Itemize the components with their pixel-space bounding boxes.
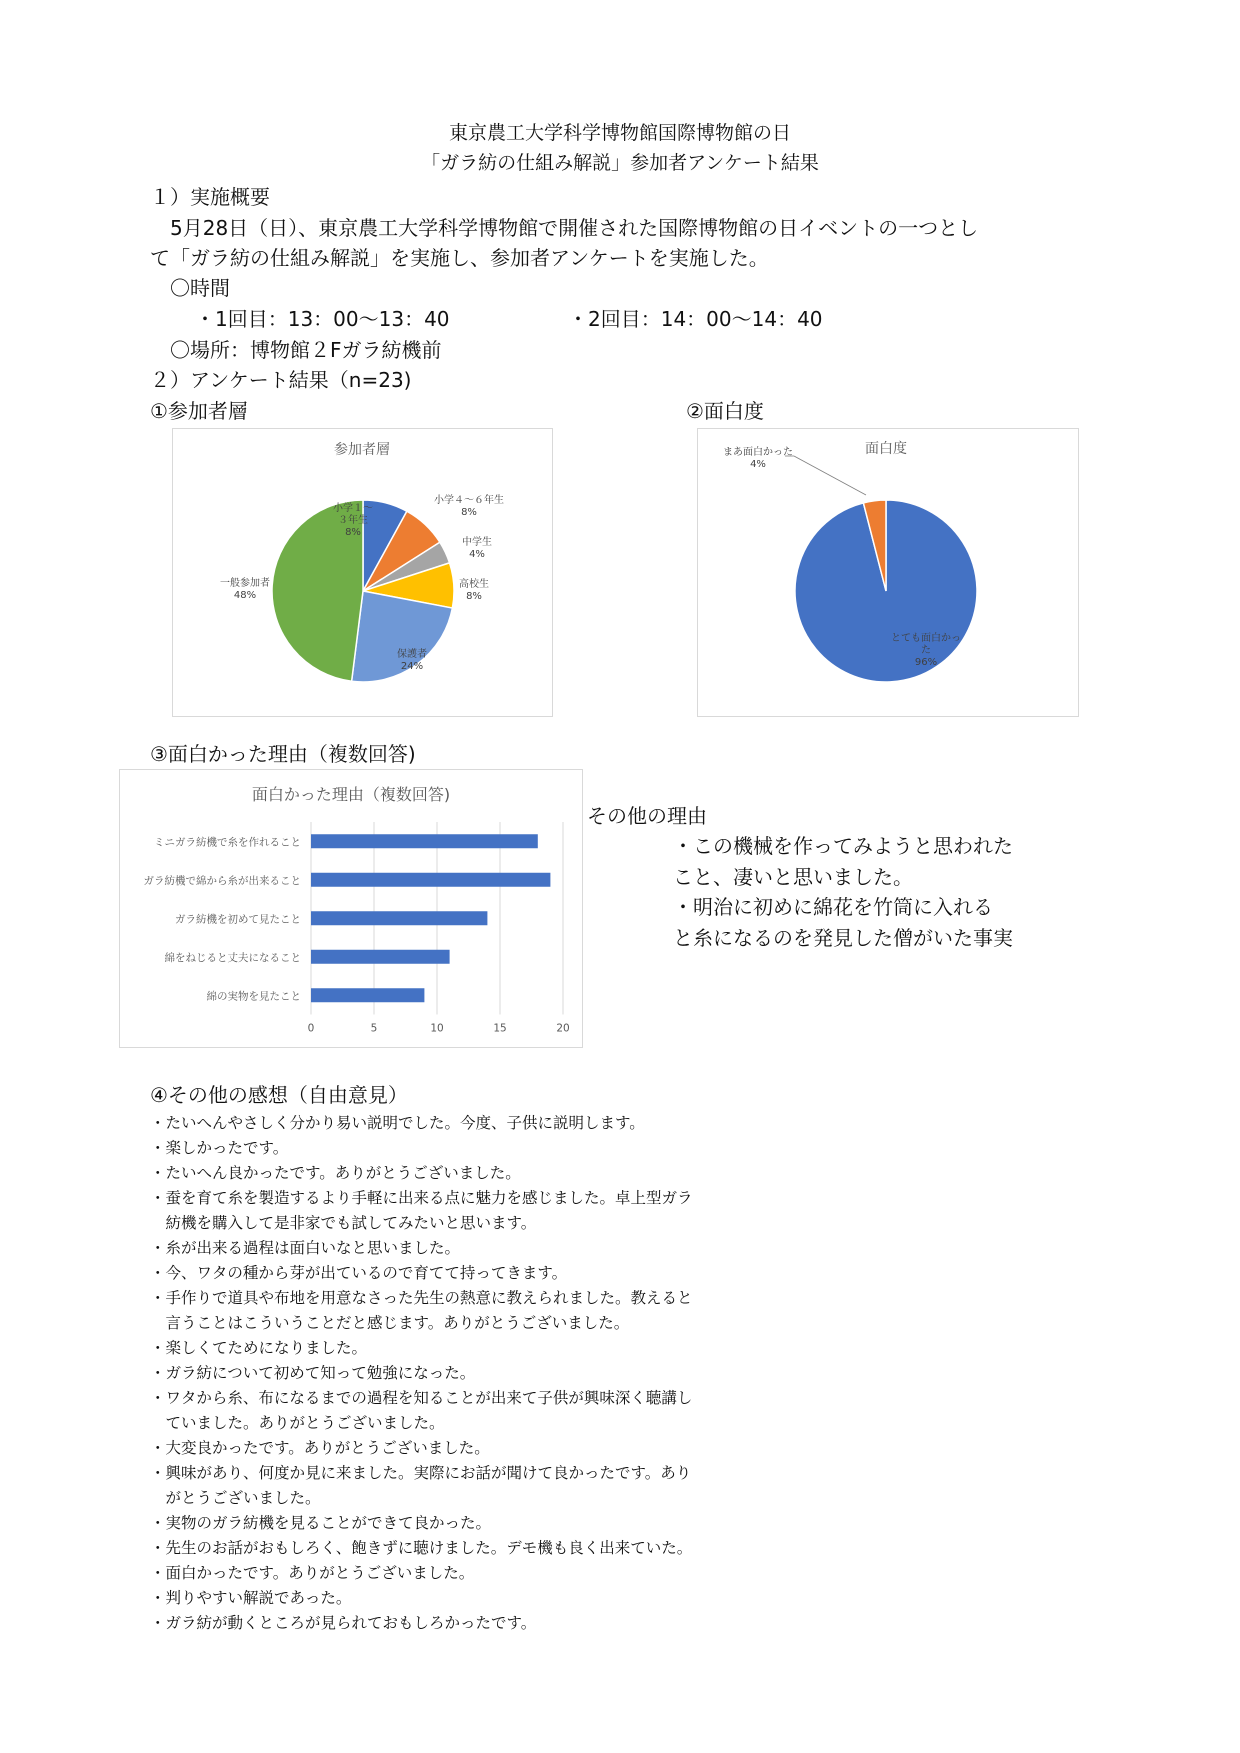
section1-paragraph-line2: て「ガラ紡の仕組み解説」を実施し、参加者アンケートを実施した。 [150, 246, 769, 270]
place-line: 〇場所：博物館２Fガラ紡機前 [170, 338, 442, 362]
x-tick-label: 15 [493, 1022, 507, 1035]
comment-line: ・たいへんやさしく分かり易い説明でした。今度、子供に説明します。 [150, 1114, 645, 1132]
participants-slice-label-5: 一般参加者 48% [220, 578, 270, 601]
category-label-4: 綿の実物を見たこと [206, 990, 301, 1003]
comment-line: ていました。ありがとうございました。 [150, 1414, 445, 1432]
time-heading: 〇時間 [170, 276, 230, 300]
comment-line: 紡機を購入して是非家でも試してみたいと思います。 [150, 1214, 537, 1232]
comment-line: 言うことはこういうことだと感じます。ありがとうございました。 [150, 1314, 630, 1332]
leader-line-small-slice-2 [794, 456, 866, 495]
satisfaction-slice-label-0: とても面白かった 96% [891, 633, 961, 668]
section1-paragraph-line1: 5月28日（日）、東京農工大学科学博物館で開催された国際博物館の日イベントの一つとし [170, 216, 979, 240]
comment-line: ・ガラ紡が動くところが見られておもしろかったです。 [150, 1614, 537, 1632]
other-reason-line: ・明治に初めに綿花を竹筒に入れる [673, 895, 993, 919]
other-reasons-heading: その他の理由 [587, 804, 707, 828]
comment-line: ・面白かったです。ありがとうございました。 [150, 1564, 475, 1582]
satisfaction-chart [697, 428, 1079, 717]
category-label-1: ガラ紡機で綿から糸が出来ること [143, 874, 301, 887]
participants-slice-label-0: 小学１〜３年生 8% [333, 503, 373, 538]
bar-2 [311, 911, 487, 925]
x-tick-label: 0 [307, 1022, 315, 1035]
participants-slice-label-4: 保護者 24% [397, 649, 427, 672]
document-title-line1: 東京農工大学科学博物館国際博物館の日 [448, 122, 791, 144]
other-reason-line: ・この機械を作ってみようと思われた [673, 834, 1013, 858]
category-label-0: ミニガラ紡機で糸を作れること [154, 836, 301, 849]
satisfaction-slice-label-1: まあ面白かった 4% [723, 447, 793, 470]
bar-4 [311, 988, 424, 1002]
section1-heading: １）実施概要 [150, 185, 270, 209]
q4-heading: ④その他の感想（自由意見） [150, 1083, 408, 1107]
participants-pie-svg [173, 429, 552, 716]
comment-line: ・蚕を育て糸を製造するより手軽に出来る点に魅力を感じました。卓上型ガラ [150, 1189, 693, 1207]
comment-line: ・判りやすい解説であった。 [150, 1589, 352, 1607]
q3-heading: ③面白かった理由（複数回答) [150, 742, 416, 766]
reasons-bar-chart [119, 769, 583, 1048]
comment-line: ・楽しかったです。 [150, 1139, 289, 1157]
x-tick-label: 20 [556, 1022, 570, 1035]
participants-chart-title: 参加者層 [334, 442, 390, 458]
comment-line: ・ガラ紡について初めて知って勉強になった。 [150, 1364, 476, 1382]
time-slot-2: ・2回目：14：00〜14：40 [568, 307, 823, 331]
satisfaction-pie-svg [698, 429, 1078, 716]
q2-heading: ②面白度 [686, 399, 764, 423]
comment-line: ・たいへん良かったです。ありがとうございました。 [150, 1164, 521, 1182]
bar-0 [311, 834, 538, 848]
comment-line: ・実物のガラ紡機を見ることができて良かった。 [150, 1514, 492, 1532]
other-reason-line: と糸になるのを発見した僧がいた事実 [673, 926, 1013, 950]
participants-slice-label-3: 高校生 8% [459, 579, 489, 602]
other-reason-line: こと、凄いと思いました。 [673, 865, 913, 889]
reasons-bar-svg [120, 770, 582, 1047]
document-title-line2: 「ガラ紡の仕組み解説」参加者アンケート結果 [421, 152, 819, 174]
participants-slice-label-2: 中学生 4% [462, 537, 492, 560]
category-label-3: 綿をねじると丈夫になること [164, 951, 301, 964]
comment-line: ・ワタから糸、布になるまでの過程を知ることが出来て子供が興味深く聴講し [150, 1389, 693, 1407]
participants-slice-label-1: 小学４〜６年生 8% [434, 495, 504, 518]
x-tick-label: 10 [430, 1022, 444, 1035]
bar-3 [311, 950, 450, 964]
comment-line: ・楽しくてためになりました。 [150, 1339, 368, 1357]
participants-chart [172, 428, 553, 717]
x-tick-label: 5 [370, 1022, 378, 1035]
category-label-2: ガラ紡機を初めて見たこと [175, 913, 301, 926]
comment-line: ・手作りで道具や布地を用意なさった先生の熱意に教えられました。教えると [150, 1289, 693, 1307]
comment-line: ・興味があり、何度か見に来ました。実際にお話が聞けて良かったです。あり [150, 1464, 692, 1482]
time-slot-1: ・1回目：13：00〜13：40 [195, 307, 450, 331]
comment-line: ・大変良かったです。ありがとうございました。 [150, 1439, 490, 1457]
comment-line: ・今、ワタの種から芽が出ているので育てて持ってきます。 [150, 1264, 568, 1282]
comment-line: がとうございました。 [150, 1489, 321, 1507]
reasons-chart-title: 面白かった理由（複数回答) [251, 785, 451, 804]
comment-line: ・糸が出来る過程は面白いなと思いました。 [150, 1239, 461, 1257]
bar-1 [311, 873, 550, 887]
comment-line: ・先生のお話がおもしろく、飽きずに聴けました。デモ機も良く出来ていた。 [150, 1539, 693, 1557]
section2-heading: ２）アンケート結果（n=23) [150, 368, 412, 392]
q1-heading: ①参加者層 [150, 399, 248, 423]
satisfaction-chart-title: 面白度 [865, 441, 907, 457]
